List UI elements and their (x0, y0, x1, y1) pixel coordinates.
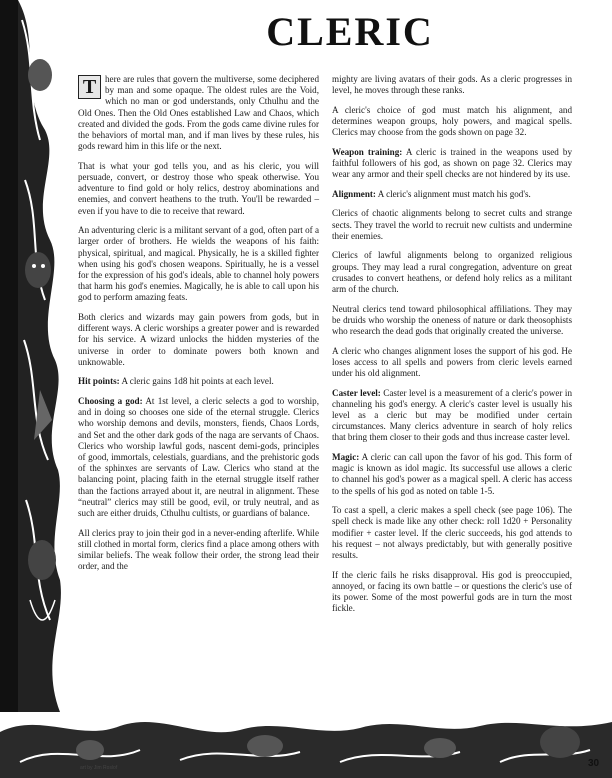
paragraph: That is what your god tells you, and as his cleric, you will persuade, convert, or destroy those who speak otherwise. You adventure to find gold or holy relics, destroy abominations and enemies, and convert heathens to the truth. You'll be rewarded – even if you have to die to receive that reward. (78, 160, 319, 216)
intro-paragraph: T here are rules that govern the multiverse, some deciphered by man and some opaque. The oldest rules are the Void, which no man or god understands, only Cthulhu and the Old Ones. Then the Old Ones established Law and Chaos, which created and divided the gods. From the gods came divine rules for the behaviors of mortal man, and if man lives by these rules, his gods reward him in this life or the next. (78, 74, 319, 152)
choosing-god-label: Choosing a god: (78, 396, 143, 407)
choosing-god-paragraph: Choosing a god: At 1st level, a cleric selects a god to worship, and in doing so chooses one side of the eternal struggle. Clerics who worship demons and devils, monsters, fiends, Chaos Lords, and Set and the other dark gods of the naga are servants of Chaos. Clerics who worship lawful gods, nascent demi-gods, principles of good, immortals, celestials, guardians, and the prehistoric gods of the sphinxes are servants of Law. Clerics who stand at the balancing point, placing faith in the eternal struggle itself rather than the factions arrayed about it, are neutral in alignment. These “neutral” clerics may still be good, evil, or truly neutral, and as such are either druids, Cthulhu cultists, or guardians of balance. (78, 396, 319, 519)
alignment-label: Alignment: (332, 188, 376, 199)
weapon-training-paragraph: Weapon training: A cleric is trained in the weapons used by faithful followers of his god, as shown on page 32. Clerics may wear any armor and their spell checks are not hindered by its use. (332, 146, 572, 180)
left-border-illustration (0, 0, 70, 778)
paragraph: All clerics pray to join their god in a never-ending afterlife. While still clothed in mortal form, clerics find a place among others with similar beliefs. The weak follow their order, the strong lead their order, and the (78, 527, 319, 572)
weapon-training-label: Weapon training: (332, 146, 403, 157)
paragraph: To cast a spell, a cleric makes a spell check (see page 106). The spell check is made like any other check: roll 1d20 + Personality modifier + caster level. If the cleric succeeds, his god attends to his request – not always predictably, but with generally positive results. (332, 505, 572, 561)
caster-level-label: Caster level: (332, 387, 381, 398)
magic-paragraph: Magic: A cleric can call upon the favor of his god. This form of magic is known as idol magic. Its successful use allows a cleric to channel his god's power as a magical spell. A cleric has access to the spells of his god as noted on table 1-5. (332, 452, 572, 496)
right-column (332, 74, 572, 623)
paragraph: If the cleric fails he risks disapproval. His god is preoccupied, annoyed, or facing its own battle – or questions the cleric's use of its power. Some of the most powerful gods are in turn the most fickle. (332, 569, 572, 614)
paragraph: mighty are living avatars of their gods. As a cleric progresses in level, he moves through these ranks. (332, 74, 572, 96)
page-number: 30 (588, 758, 600, 769)
paragraph: An adventuring cleric is a militant servant of a god, often part of a larger order of brothers. He wields the weapons of his faith: physical, spiritual, and magical. Physically, he is a skilled fighter when using his god's chosen weapons. Spiritually, he is a vessel for the expression of his god's ideals, able to channel holy powers that harm his god's enemies. Magically, he is able to call upon his god to perform amazing feats. (78, 225, 319, 303)
left-column (78, 74, 319, 581)
paragraph: Neutral clerics tend toward philosophical affiliations. They may be druids who worship the oneness of nature or dark theosophists who research the dead gods that originally created the universe. (332, 303, 572, 336)
art-credit: art by Jim Roslof (80, 765, 118, 771)
caster-level-paragraph: Caster level: Caster level is a measurement of a cleric's power in channeling his god's energy. A cleric's caster level is usually his level as a cleric but may be modified under certain circumstances. Many clerics adventure in search of holy relics that bring them closer to their gods and thus increase caster level. (332, 387, 572, 443)
paragraph: Both clerics and wizards may gain powers from gods, but in different ways. A cleric worships a greater power and is rewarded for his service. A wizard unlocks the hidden mysteries of the universe in order to dominate powers both known and unknowable. (78, 312, 319, 367)
magic-label: Magic: (332, 452, 360, 462)
hit-points-label: Hit points: (78, 376, 120, 387)
alignment-paragraph: Alignment: A cleric's alignment must match his god's. (332, 188, 531, 199)
hit-points-paragraph: Hit points: A cleric gains 1d8 hit points at each level. (78, 376, 274, 387)
paragraph: Clerics of lawful alignments belong to organized religious groups. They may lead a rural congregation, adventure on great crusades to convert heathens, or defend holy relics as a militant arm of the church. (332, 250, 572, 294)
page-title: CLERIC (266, 9, 434, 54)
paragraph: Clerics of chaotic alignments belong to secret cults and strange sects. They travel the world to recruit new cultists and undermine their enemies. (332, 208, 572, 241)
dropcap-ornament: T (78, 75, 101, 99)
paragraph: A cleric's choice of god must match his alignment, and determines weapon groups, holy powers, and magical spells. Clerics may choose from the gods shown on page 32. (332, 104, 572, 138)
paragraph: A cleric who changes alignment loses the support of his god. He loses access to all spells and powers from cleric levels earned under his old alignment. (332, 345, 572, 378)
